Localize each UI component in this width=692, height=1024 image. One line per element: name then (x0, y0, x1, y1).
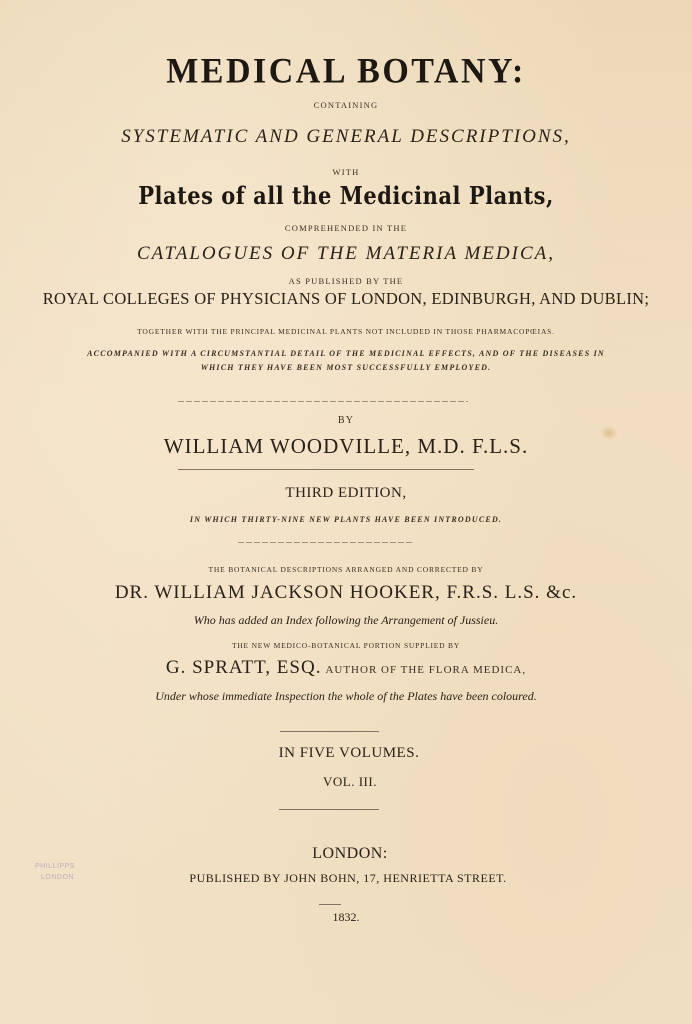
plates-line: Plates of all the Medicinal Plants, (138, 181, 554, 210)
divider-rule (319, 904, 341, 905)
together-line: TOGETHER WITH THE PRINCIPAL MEDICINAL PLANTS NOT INCLUDED IN THOSE PHARMACOPŒIAS. (137, 327, 555, 336)
stamp-line-2: LONDON (41, 873, 74, 881)
hooker-note: Who has added an Index following the Arrangement of Jussieu. (193, 613, 499, 627)
volumes-label: IN FIVE VOLUMES. (278, 745, 420, 761)
author-name: WILLIAM WOODVILLE, M.D. F.L.S. (163, 434, 529, 458)
accompanied-line-2: WHICH THEY HAVE BEEN MOST SUCCESSFULLY EMPLOYED. (200, 363, 492, 372)
paper-stain (600, 426, 618, 440)
volume-number: VOL. III. (323, 774, 377, 789)
hooker-name: DR. WILLIAM JACKSON HOOKER, F.R.S. L.S. &c. (114, 582, 578, 603)
spratt-note: Under whose immediate Inspection the whole of the Plates have been coloured. (155, 689, 537, 703)
library-stamp (35, 862, 105, 883)
city-label: LONDON: (312, 845, 388, 862)
royal-colleges-line: ROYAL COLLEGES OF PHYSICIANS OF LONDON, EDINBURGH, AND DUBLIN; (42, 289, 650, 308)
accompanied-line-1: ACCOMPANIED WITH A CIRCUMSTANTIAL DETAIL OF THE MEDICINAL EFFECTS, AND OF THE DISEASES IN (87, 349, 605, 358)
comprehended-label: COMPREHENDED IN THE (284, 223, 408, 233)
containing-label: CONTAINING (313, 100, 379, 110)
spratt-line (0, 658, 692, 677)
divider-rule (238, 542, 414, 543)
publisher-line: PUBLISHED BY JOHN BOHN, 17, HENRIETTA STREET. (189, 871, 507, 885)
botanical-desc-label: THE BOTANICAL DESCRIPTIONS ARRANGED AND CORRECTED BY (208, 565, 484, 574)
main-title: MEDICAL BOTANY: (166, 52, 526, 91)
spratt-name: G. SPRATT, ESQ. (165, 657, 322, 678)
spratt-role: AUTHOR OF THE FLORA MEDICA, (325, 664, 527, 676)
with-label: WITH (332, 167, 360, 177)
edition-note: IN WHICH THIRTY-NINE NEW PLANTS HAVE BEEN INTRODUCED. (189, 515, 503, 524)
divider-rule (280, 731, 379, 732)
by-label: BY (337, 415, 355, 426)
divider-rule (279, 809, 379, 810)
stamp-line-1: PHILLIPPS (35, 863, 75, 870)
catalogues-line: CATALOGUES OF THE MATERIA MEDICA, (136, 243, 555, 264)
edition-label: THIRD EDITION, (285, 485, 407, 501)
as-published-label: AS PUBLISHED BY THE (288, 276, 404, 286)
divider-rule (178, 401, 468, 402)
year-label: 1832. (332, 910, 360, 924)
divider-rule (178, 469, 474, 470)
new-portion-label: THE NEW MEDICO-BOTANICAL PORTION SUPPLIED BY (231, 641, 461, 650)
subtitle: SYSTEMATIC AND GENERAL DESCRIPTIONS, (121, 126, 571, 147)
